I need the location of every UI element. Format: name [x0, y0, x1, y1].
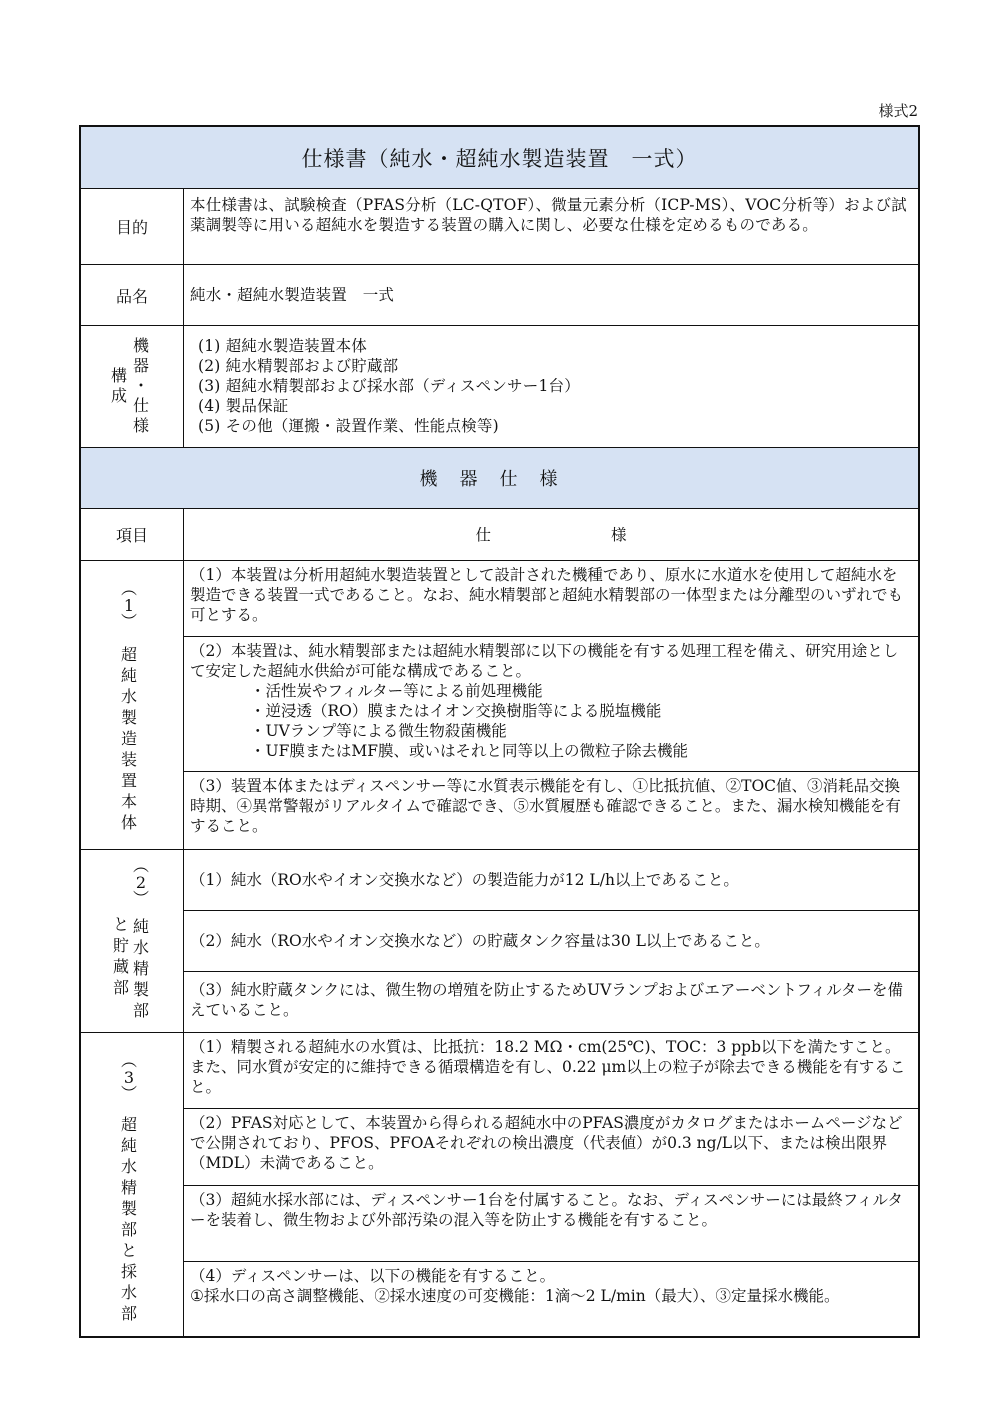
section-label-char: 部	[121, 1304, 138, 1323]
section-1-label: ︵ 1 ︶ 超 純 水 製 造 装 置 本 体	[81, 561, 184, 849]
section-label-char: 製	[121, 1199, 138, 1218]
composition-label-char: ・	[133, 376, 150, 395]
spec-bullet: ・UF膜またはMF膜、或いはそれと同等以上の微粒子除去機能	[250, 742, 688, 760]
section-label-char: 超	[121, 645, 138, 664]
purpose-label: 目的	[81, 189, 184, 264]
section-label-char: と	[121, 1241, 138, 1260]
document-title: 仕様書（純水・超純水製造装置 一式）	[301, 146, 698, 171]
section-label-char: 本	[121, 792, 138, 811]
composition-label-char: 様	[133, 416, 150, 435]
product-row	[81, 265, 918, 326]
spec-table	[79, 125, 920, 1338]
section-label-char: 部	[121, 1220, 138, 1239]
section-label-char: 造	[121, 729, 138, 748]
spec-header: 機器仕様	[419, 469, 580, 490]
section-1	[81, 561, 918, 850]
section-label-char: 純	[121, 1136, 138, 1155]
spec-item	[184, 637, 918, 772]
section-label-char: 純	[121, 666, 138, 685]
section-label-char: 超	[121, 1115, 138, 1134]
composition-item: (4) 製品保証	[198, 397, 289, 415]
spec-bullet: ・逆浸透（RO）膜またはイオン交換樹脂等による脱塩機能	[250, 702, 662, 720]
spec-item: （1）精製される超純水の水質は、比抵抗：18.2 MΩ・cm(25℃)、TOC：3 ppb以下を満たすこと。また、同水質が安定的に維持できる循環構造を有し、0.22 μm以上の粒子が除去できる機能を有すること。	[184, 1033, 918, 1109]
section-label-char: 精	[121, 1178, 138, 1197]
spec-item: （1）本装置は分析用超純水製造装置として設計された機種であり、原水に水道水を使用して超純水を製造できる装置一式であること。なお、純水精製部と超純水精製部の一体型または分離型のいずれでも可とする。	[184, 561, 918, 637]
section-label-char: と	[113, 915, 130, 934]
spec-item: （2）純水（RO水やイオン交換水など）の貯蔵タンク容量は30 L以上であること。	[184, 911, 918, 972]
purpose-text: 本仕様書は、試験検査（PFAS分析（LC-QTOF）、微量元素分析（ICP-MS）、VOC分析等）および試薬調製等に用いる超純水を製造する装置の購入に関し、必要な仕様を定めるものである。	[190, 196, 907, 234]
spec-item: （1）純水（RO水やイオン交換水など）の製造能力が12 L/h以上であること。	[184, 850, 918, 911]
composition-label	[81, 326, 184, 447]
section-label-char: 貯	[113, 936, 130, 955]
composition-item: (5) その他（運搬・設置作業、性能点検等)	[198, 417, 499, 435]
spec-item: （2）PFAS対応として、本装置から得られる超純水中のPFAS濃度がカタログまたはホームページなどで公開されており、PFOS、PFOAそれぞれの検出濃度（代表値）が0.3 ng/L以下、または検出限界（MDL）未満であること。	[184, 1109, 918, 1186]
section-label-char: 水	[121, 1283, 138, 1302]
spec-item: （3）装置本体またはディスペンサー等に水質表示機能を有し、①比抵抗値、②TOC値、③消耗品交換時期、④異常警報がリアルタイムで確認でき、⑤水質履歴も確認できること。また、漏水検知機能を有すること。	[190, 777, 901, 835]
section-label-char: 水	[121, 687, 138, 706]
section-2-label: ︵ 2 ︶ と 貯 蔵 部 純 水 精 製 部	[81, 850, 184, 1032]
section-3-label: ︵ 3 ︶ 超 純 水 精 製 部 と 採 水 部	[81, 1033, 184, 1336]
composition-label-char: 成	[111, 386, 128, 405]
composition-item: (2) 純水精製部および貯蔵部	[198, 357, 399, 375]
composition-list	[184, 326, 918, 447]
column-header-row	[81, 509, 918, 561]
composition-label-char: 構	[111, 366, 128, 385]
section-label-char: 体	[121, 813, 138, 832]
section-label-char: 蔵	[113, 957, 130, 976]
section-3	[81, 1033, 918, 1336]
item-column-header: 項目	[81, 509, 184, 560]
section-label-char: 部	[133, 1001, 150, 1020]
purpose-row	[81, 189, 918, 265]
spec-item: （4）ディスペンサーは、以下の機能を有すること。 ①採水口の高さ調整機能、②採水速度の可変機能：1滴～2 L/min（最大）、③定量採水機能。	[190, 1267, 840, 1305]
spec-bullet: ・UVランプ等による微生物殺菌機能	[250, 722, 507, 740]
spec-bullet: ・活性炭やフィルター等による前処理機能	[250, 682, 543, 700]
section-label-char: 精	[133, 959, 150, 978]
product-label: 品名	[81, 265, 184, 325]
spec-item: （3）純水貯蔵タンクには、微生物の増殖を防止するためUVランプおよびエアーベントフィルターを備えていること。	[190, 981, 904, 1019]
product-text: 純水・超純水製造装置 一式	[190, 286, 395, 304]
section-number: 2	[135, 873, 147, 892]
title-row	[81, 127, 918, 189]
composition-label-char: 仕	[133, 396, 150, 415]
composition-label-char: 機	[133, 336, 150, 355]
section-number: 3	[123, 1068, 135, 1087]
spec-header-row	[81, 448, 918, 509]
composition-item: (3) 超純水精製部および採水部（ディスペンサー1台）	[198, 377, 580, 395]
section-label-char: 装	[121, 750, 138, 769]
section-label-char: 水	[121, 1157, 138, 1176]
composition-item: (1) 超純水製造装置本体	[198, 337, 367, 355]
form-number: 様式2	[878, 102, 918, 120]
section-2	[81, 850, 918, 1033]
section-label-char: 水	[133, 938, 150, 957]
section-number: 1	[123, 596, 135, 615]
section-label-char: 部	[113, 978, 130, 997]
spec-column-header: 仕様	[475, 525, 747, 544]
composition-label-char: 器	[133, 356, 150, 375]
composition-row	[81, 326, 918, 448]
section-label-char: 製	[133, 980, 150, 999]
section-label-char: 置	[121, 771, 138, 790]
spec-item-text: （2）本装置は、純水精製部または超純水精製部に以下の機能を有する処理工程を備え、研究用途として安定した超純水供給が可能な構成であること。	[190, 642, 899, 680]
section-label-char: 純	[133, 917, 150, 936]
section-label-char: 製	[121, 708, 138, 727]
section-label-char: 採	[121, 1262, 138, 1281]
spec-item: （3）超純水採水部には、ディスペンサー1台を付属すること。なお、ディスペンサーには最終フィルターを装着し、微生物および外部汚染の混入等を防止する機能を有すること。	[184, 1186, 918, 1262]
